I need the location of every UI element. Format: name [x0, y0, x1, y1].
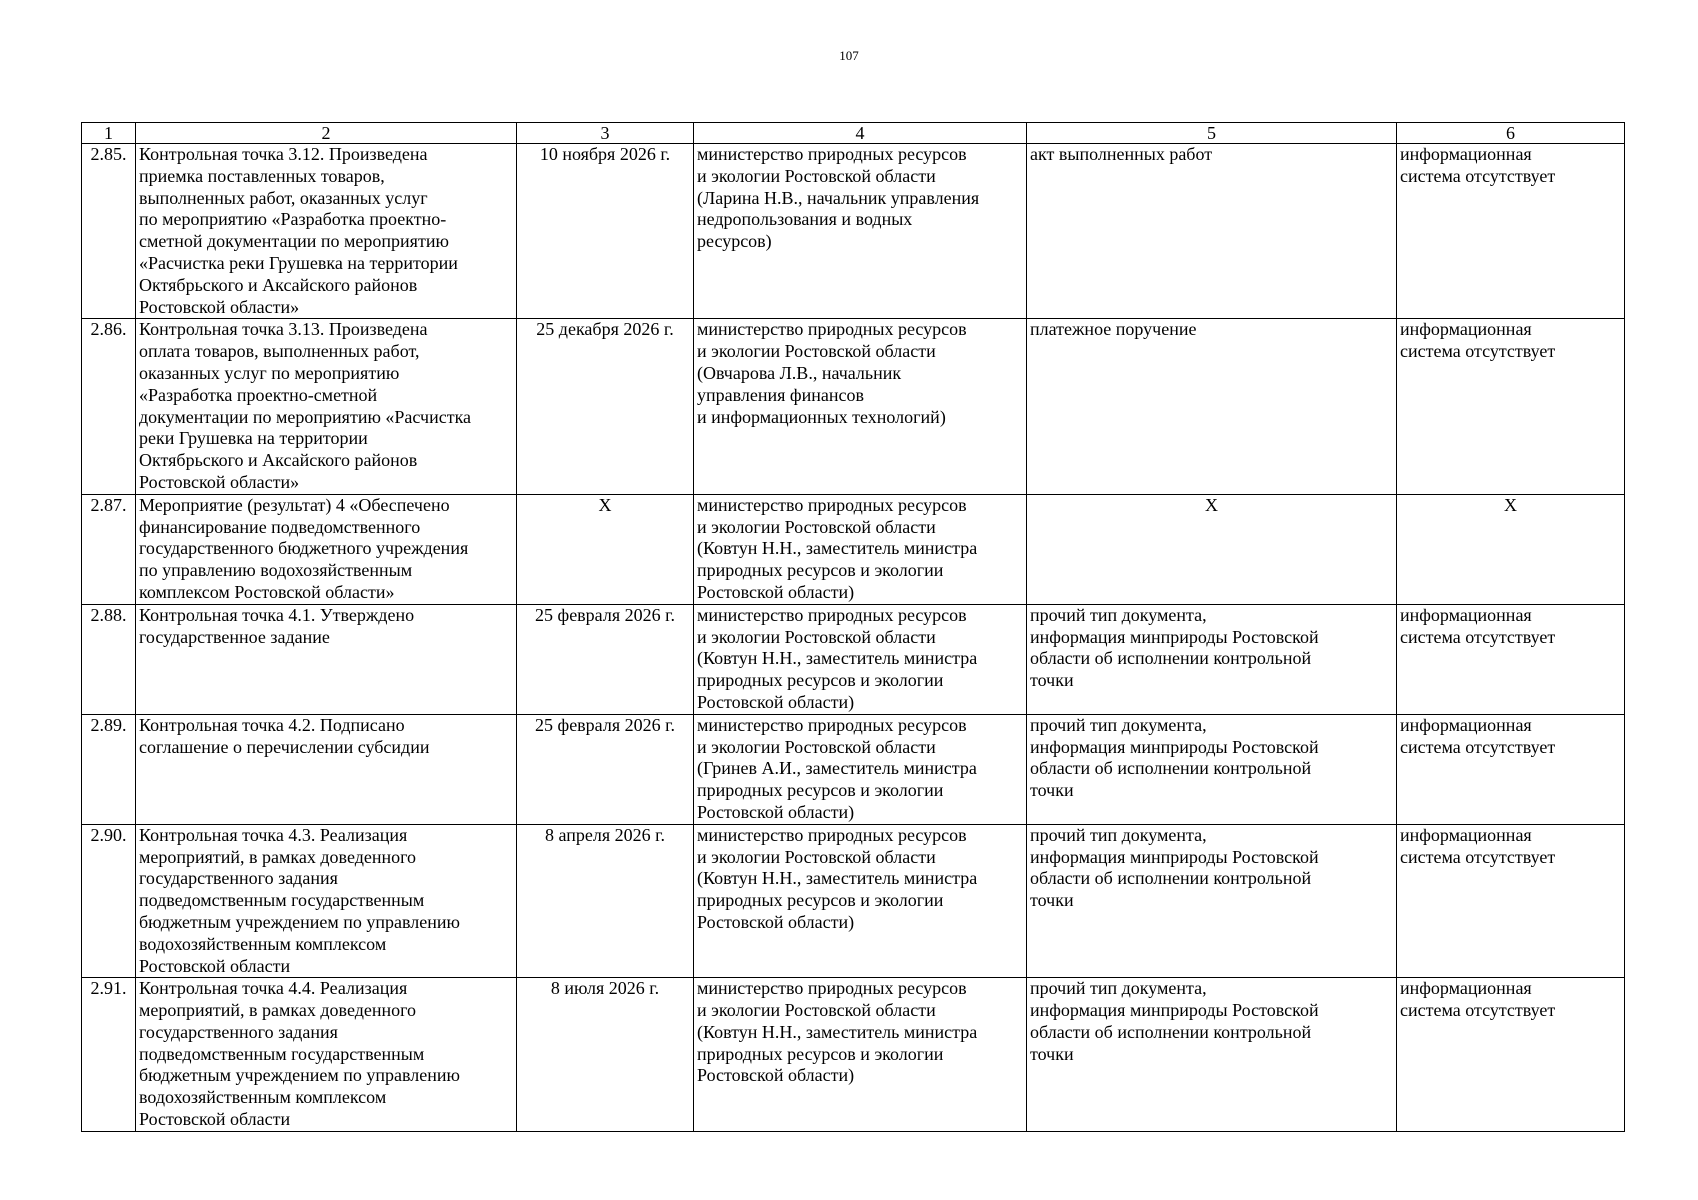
row-date: X [517, 494, 694, 604]
row-system-text: информационная система отсутствует [1400, 978, 1556, 1021]
row-number: 2.91. [82, 978, 136, 1132]
row-document-text: платежное поручение [1030, 319, 1197, 340]
row-name-text: Контрольная точка 3.12. Произведена приемка поставленных товаров, выполненных работ, оказанных услуг по мероприятию «Разработка проектно- сметной документации по мероприятию «Расчистка реки Грушевка на территории Октябрьского и Аксайского районов Ростовской области» [139, 144, 458, 317]
row-document [1027, 824, 1397, 978]
row-system-text: информационная система отсутствует [1400, 824, 1556, 867]
row-name-text: Контрольная точка 4.3. Реализация мероприятий, в рамках доведенного государственного задания подведомственным государственным бюджетным учреждением по управлению водохозяйственным комплексом Ростовской области [139, 824, 460, 976]
column-header-4: 4 [694, 123, 1027, 144]
table-header-row [82, 123, 1625, 144]
row-document-text: прочий тип документа, информация минприроды Ростовской области об исполнении контрольной точки [1030, 714, 1319, 801]
row-date: 25 февраля 2026 г. [517, 714, 694, 824]
table-row [82, 319, 1625, 494]
row-system-text: информационная система отсутствует [1400, 319, 1556, 362]
table-row [82, 978, 1625, 1132]
row-system-text: информационная система отсутствует [1400, 604, 1556, 647]
row-date: 10 ноября 2026 г. [517, 144, 694, 319]
row-document [1027, 144, 1397, 319]
row-system [1397, 604, 1625, 714]
row-responsible [694, 714, 1027, 824]
row-responsible-text: министерство природных ресурсов и экологии Ростовской области (Ковтун Н.Н., заместитель министра природных ресурсов и экологии Ростовской области) [697, 494, 978, 602]
row-date: 25 декабря 2026 г. [517, 319, 694, 494]
row-document: X [1027, 494, 1397, 604]
row-system-text: информационная система отсутствует [1400, 714, 1556, 757]
row-name [136, 319, 517, 494]
row-document-text: прочий тип документа, информация минприроды Ростовской области об исполнении контрольной точки [1030, 978, 1319, 1064]
row-number: 2.85. [82, 144, 136, 319]
page-number: 107 [839, 48, 859, 63]
row-document [1027, 604, 1397, 714]
column-header-1: 1 [82, 123, 136, 144]
table-row [82, 144, 1625, 319]
row-name [136, 144, 517, 319]
row-responsible [694, 978, 1027, 1132]
row-system [1397, 978, 1625, 1132]
row-responsible-text: министерство природных ресурсов и экологии Ростовской области (Ковтун Н.Н., заместитель министра природных ресурсов и экологии Ростовской области) [697, 978, 978, 1086]
row-responsible [694, 494, 1027, 604]
row-responsible [694, 319, 1027, 494]
table-row [82, 494, 1625, 604]
row-document [1027, 978, 1397, 1132]
row-number: 2.86. [82, 319, 136, 494]
row-name-text: Контрольная точка 4.4. Реализация мероприятий, в рамках доведенного государственного задания подведомственным государственным бюджетным учреждением по управлению водохозяйственным комплексом Ростовской области [139, 978, 460, 1130]
row-responsible [694, 824, 1027, 978]
table-row [82, 714, 1625, 824]
row-responsible-text: министерство природных ресурсов и экологии Ростовской области (Ковтун Н.Н., заместитель министра природных ресурсов и экологии Ростовской области) [697, 824, 978, 932]
row-responsible [694, 604, 1027, 714]
row-document [1027, 714, 1397, 824]
row-responsible-text: министерство природных ресурсов и экологии Ростовской области (Ковтун Н.Н., заместитель министра природных ресурсов и экологии Ростовской области) [697, 604, 978, 712]
row-system [1397, 714, 1625, 824]
row-responsible-text: министерство природных ресурсов и экологии Ростовской области (Гринев А.И., заместитель министра природных ресурсов и экологии Ростовской области) [697, 714, 977, 822]
row-responsible-text: министерство природных ресурсов и экологии Ростовской области (Ларина Н.В., начальник управления недропользования и водных ресурсов) [697, 144, 980, 252]
row-number: 2.89. [82, 714, 136, 824]
row-system-text: информационная система отсутствует [1400, 144, 1556, 186]
row-name-text: Контрольная точка 4.1. Утверждено государственное задание [139, 604, 415, 647]
row-document-text: прочий тип документа, информация минприроды Ростовской области об исполнении контрольной точки [1030, 824, 1319, 911]
column-header-3: 3 [517, 123, 694, 144]
row-date: 8 июля 2026 г. [517, 978, 694, 1132]
row-date: 25 февраля 2026 г. [517, 604, 694, 714]
row-system [1397, 319, 1625, 494]
table-row [82, 604, 1625, 714]
row-name [136, 824, 517, 978]
row-number: 2.87. [82, 494, 136, 604]
row-number: 2.88. [82, 604, 136, 714]
control-points-table [81, 122, 1625, 1132]
column-header-6: 6 [1397, 123, 1625, 144]
row-document-text: прочий тип документа, информация минприроды Ростовской области об исполнении контрольной точки [1030, 604, 1319, 691]
row-name-text: Контрольная точка 4.2. Подписано соглашение о перечислении субсидии [139, 714, 430, 757]
table-row [82, 824, 1625, 978]
row-document-text: акт выполненных работ [1030, 144, 1213, 164]
row-number: 2.90. [82, 824, 136, 978]
row-name-text: Контрольная точка 3.13. Произведена оплата товаров, выполненных работ, оказанных услуг по мероприятию «Разработка проектно-сметной документации по мероприятию «Расчистка реки Грушевка на территории Октябрьского и Аксайского районов Ростовской области» [139, 319, 472, 492]
row-name [136, 494, 517, 604]
column-header-5: 5 [1027, 123, 1397, 144]
row-document [1027, 319, 1397, 494]
row-responsible-text: министерство природных ресурсов и экологии Ростовской области (Овчарова Л.В., начальник управления финансов и информационных технологий) [697, 319, 967, 427]
column-header-2: 2 [136, 123, 517, 144]
row-system: X [1397, 494, 1625, 604]
row-responsible [694, 144, 1027, 319]
row-name [136, 714, 517, 824]
row-name [136, 978, 517, 1132]
row-system [1397, 144, 1625, 319]
row-name-text: Мероприятие (результат) 4 «Обеспечено финансирование подведомственного государственного бюджетного учреждения по управлению водохозяйственным комплексом Ростовской области» [139, 494, 469, 602]
row-name [136, 604, 517, 714]
row-date: 8 апреля 2026 г. [517, 824, 694, 978]
row-system [1397, 824, 1625, 978]
